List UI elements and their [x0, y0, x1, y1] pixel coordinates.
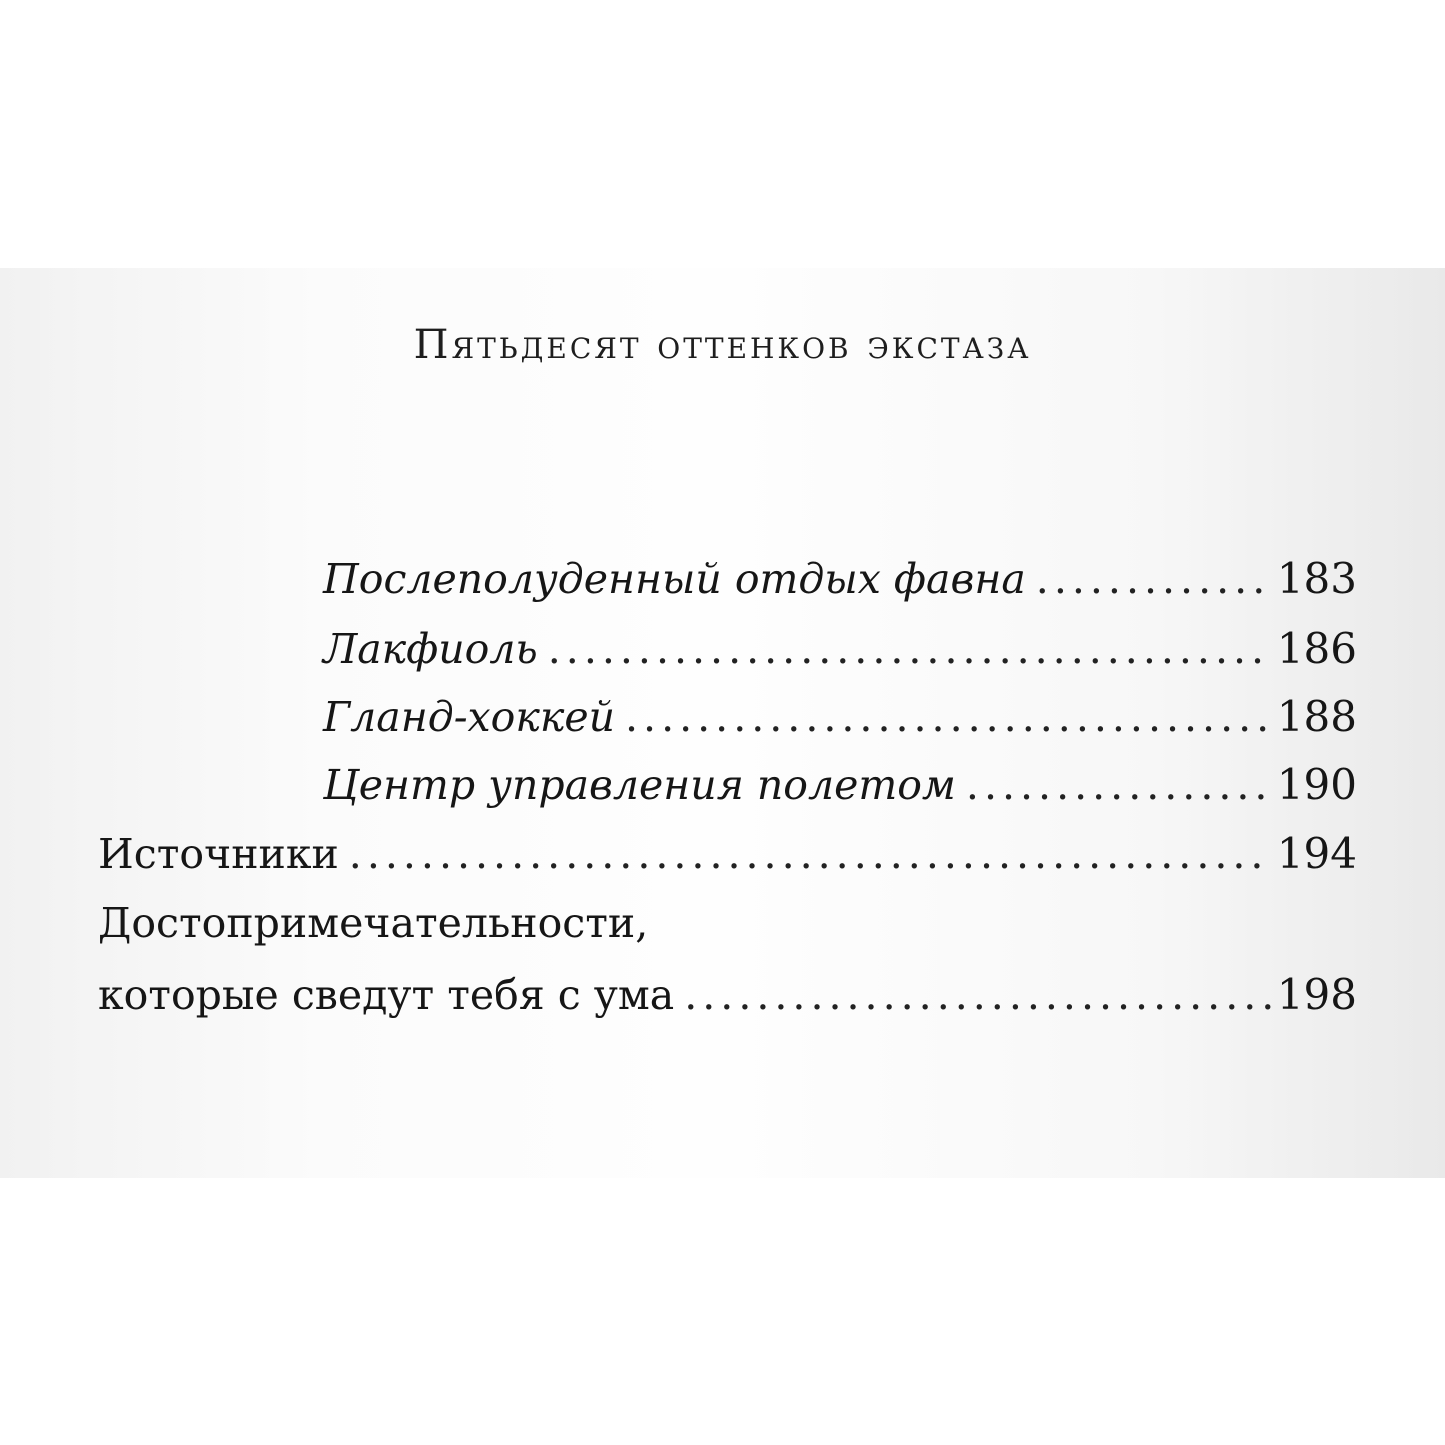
toc-entry-page: 183: [1276, 554, 1357, 603]
toc-entry-page: 198: [1276, 970, 1357, 1019]
toc-entry-title: Гланд-хоккей: [323, 693, 615, 741]
dot-leader: [966, 761, 1271, 809]
toc-entry-page: 188: [1276, 692, 1357, 741]
dot-leader: [349, 830, 1271, 878]
dot-leader: [625, 693, 1271, 741]
toc-entry-title: Послеполуденный отдых фавна: [323, 555, 1026, 603]
toc-entry: [323, 554, 1357, 614]
toc-entry-title: Лакфиоль: [323, 625, 538, 673]
dot-leader: [684, 971, 1271, 1019]
toc-entry-page: 186: [1276, 624, 1357, 673]
toc-entry-page: 190: [1276, 760, 1357, 809]
toc-entry: [323, 624, 1357, 684]
toc-entry-title: Источники: [98, 830, 339, 878]
toc-entry-title: Достопримечательности,: [98, 899, 649, 947]
dot-leader: [1036, 555, 1271, 603]
toc-entry: [98, 970, 1357, 1030]
toc-entry-title-line1: [98, 899, 1357, 959]
toc-entry-title: которые сведут тебя с ума: [98, 971, 675, 1019]
running-head: Пятьдесят оттенков экстаза: [413, 322, 1032, 368]
toc-entry: [323, 692, 1357, 752]
toc-entry-title: Центр управления полетом: [323, 761, 956, 809]
toc-entry: [323, 760, 1357, 820]
dot-leader: [548, 625, 1271, 673]
toc-entry-page: 194: [1276, 829, 1357, 878]
toc-entry: [98, 829, 1357, 889]
